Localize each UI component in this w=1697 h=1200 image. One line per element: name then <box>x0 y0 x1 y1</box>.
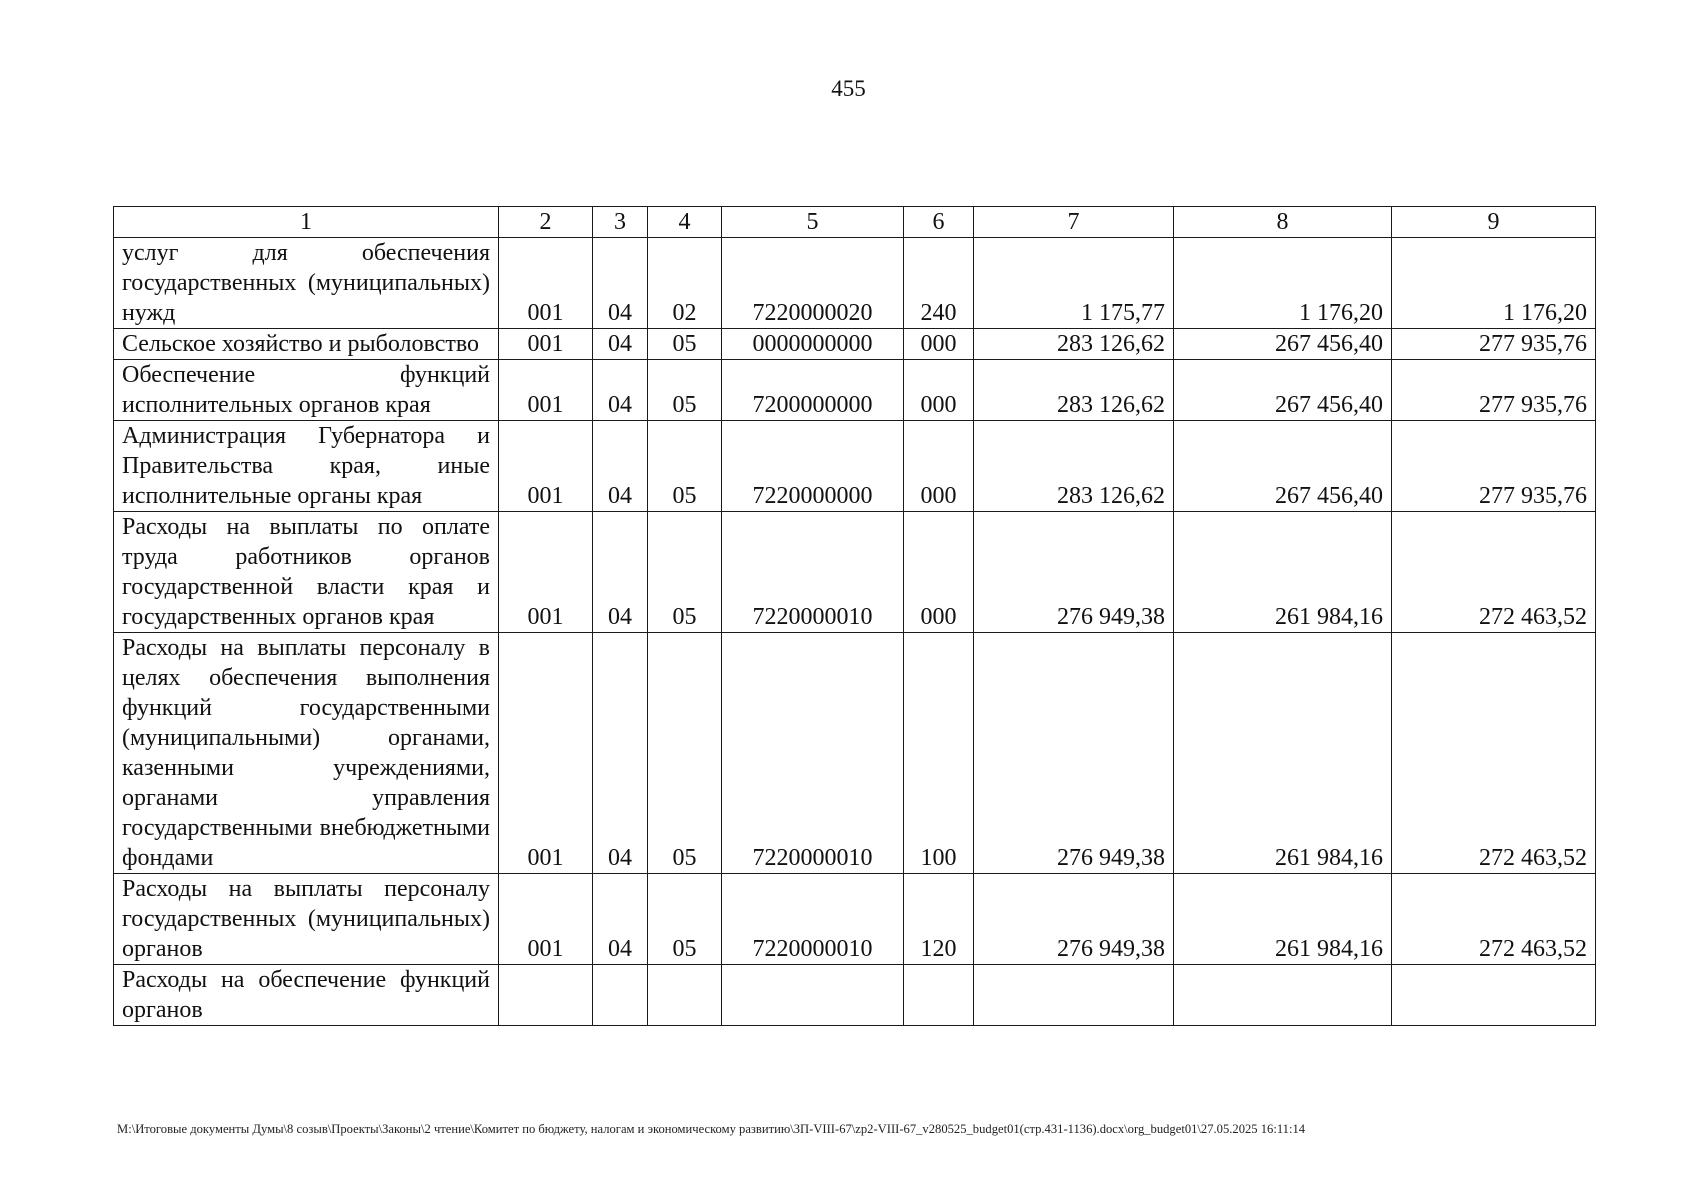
table-header-row <box>114 207 1596 238</box>
cell-col6: 000 <box>904 421 974 512</box>
cell-col6: 000 <box>904 360 974 421</box>
cell-col4: 05 <box>648 633 722 874</box>
column-header-2: 2 <box>499 207 593 238</box>
cell-col8: 267 456,40 <box>1174 421 1392 512</box>
cell-col3: 04 <box>593 874 648 965</box>
column-header-5: 5 <box>722 207 904 238</box>
row-name: Обеспечение функций исполнительных органов края <box>114 360 499 421</box>
cell-col7: 276 949,38 <box>974 874 1174 965</box>
column-header-6: 6 <box>904 207 974 238</box>
cell-col2: 001 <box>499 360 593 421</box>
cell-col4: 05 <box>648 421 722 512</box>
cell-col8 <box>1174 965 1392 1026</box>
cell-col3: 04 <box>593 512 648 633</box>
page-number: 455 <box>831 76 866 101</box>
cell-col4: 05 <box>648 360 722 421</box>
cell-col3: 04 <box>593 421 648 512</box>
cell-col4: 05 <box>648 874 722 965</box>
cell-col5: 7220000010 <box>722 512 904 633</box>
cell-col2: 001 <box>499 874 593 965</box>
cell-col7: 276 949,38 <box>974 512 1174 633</box>
cell-col9: 277 935,76 <box>1392 329 1596 360</box>
row-name: услуг для обеспечения государственных (муниципальных) нужд <box>114 238 499 329</box>
cell-col7: 283 126,62 <box>974 421 1174 512</box>
column-header-9: 9 <box>1392 207 1596 238</box>
table-row <box>114 238 1596 329</box>
row-name: Расходы на выплаты по оплате труда работников органов государственной власти края и государственных органов края <box>114 512 499 633</box>
cell-col7: 283 126,62 <box>974 329 1174 360</box>
cell-col9: 272 463,52 <box>1392 512 1596 633</box>
cell-col6: 240 <box>904 238 974 329</box>
cell-col5: 7220000010 <box>722 633 904 874</box>
cell-col4 <box>648 965 722 1026</box>
document-path-footer: M:\Итоговые документы Думы\8 созыв\Проекты\Законы\2 чтение\Комитет по бюджету, налогам и экономическому развитию\ЗП-VIII-67\zp2-VIII-67_v280525_budget01(стр.431-1136).docx\org_budget01\27.05.2025 16:11:14 <box>117 1122 1306 1136</box>
budget-table <box>113 206 1596 1026</box>
table-row <box>114 360 1596 421</box>
cell-col8: 261 984,16 <box>1174 512 1392 633</box>
cell-col6: 120 <box>904 874 974 965</box>
cell-col9: 1 176,20 <box>1392 238 1596 329</box>
cell-col8: 1 176,20 <box>1174 238 1392 329</box>
cell-col8: 261 984,16 <box>1174 633 1392 874</box>
cell-col5: 7200000000 <box>722 360 904 421</box>
cell-col8: 261 984,16 <box>1174 874 1392 965</box>
cell-col5 <box>722 965 904 1026</box>
cell-col9: 277 935,76 <box>1392 360 1596 421</box>
cell-col2: 001 <box>499 421 593 512</box>
cell-col7: 1 175,77 <box>974 238 1174 329</box>
row-name: Администрация Губернатора и Правительства края, иные исполнительные органы края <box>114 421 499 512</box>
table-row <box>114 329 1596 360</box>
column-header-4: 4 <box>648 207 722 238</box>
cell-col5: 0000000000 <box>722 329 904 360</box>
cell-col2 <box>499 965 593 1026</box>
cell-col9: 272 463,52 <box>1392 633 1596 874</box>
cell-col4: 05 <box>648 329 722 360</box>
table-row <box>114 874 1596 965</box>
cell-col2: 001 <box>499 633 593 874</box>
cell-col3: 04 <box>593 633 648 874</box>
column-header-1: 1 <box>114 207 499 238</box>
cell-col9: 272 463,52 <box>1392 874 1596 965</box>
cell-col5: 7220000000 <box>722 421 904 512</box>
cell-col2: 001 <box>499 512 593 633</box>
cell-col9: 277 935,76 <box>1392 421 1596 512</box>
row-name: Расходы на выплаты персоналу в целях обеспечения выполнения функций государственными (муниципальными) органами, казенными учреждениями, органами управления государственными внебюджетными фондами <box>114 633 499 874</box>
cell-col6: 000 <box>904 329 974 360</box>
cell-col5: 7220000020 <box>722 238 904 329</box>
cell-col2: 001 <box>499 329 593 360</box>
cell-col3: 04 <box>593 329 648 360</box>
cell-col8: 267 456,40 <box>1174 329 1392 360</box>
cell-col6 <box>904 965 974 1026</box>
table-row <box>114 421 1596 512</box>
cell-col7 <box>974 965 1174 1026</box>
column-header-8: 8 <box>1174 207 1392 238</box>
cell-col8: 267 456,40 <box>1174 360 1392 421</box>
row-name: Расходы на выплаты персоналу государственных (муниципальных) органов <box>114 874 499 965</box>
table-row <box>114 965 1596 1026</box>
cell-col4: 05 <box>648 512 722 633</box>
table-row <box>114 633 1596 874</box>
column-header-3: 3 <box>593 207 648 238</box>
cell-col5: 7220000010 <box>722 874 904 965</box>
cell-col2: 001 <box>499 238 593 329</box>
cell-col7: 283 126,62 <box>974 360 1174 421</box>
cell-col3 <box>593 965 648 1026</box>
cell-col3: 04 <box>593 360 648 421</box>
column-header-7: 7 <box>974 207 1174 238</box>
cell-col4: 02 <box>648 238 722 329</box>
cell-col6: 100 <box>904 633 974 874</box>
cell-col6: 000 <box>904 512 974 633</box>
row-name: Расходы на обеспечение функций органов <box>114 965 499 1026</box>
cell-col9 <box>1392 965 1596 1026</box>
cell-col3: 04 <box>593 238 648 329</box>
table-row <box>114 512 1596 633</box>
row-name: Сельское хозяйство и рыболовство <box>114 329 499 360</box>
cell-col7: 276 949,38 <box>974 633 1174 874</box>
